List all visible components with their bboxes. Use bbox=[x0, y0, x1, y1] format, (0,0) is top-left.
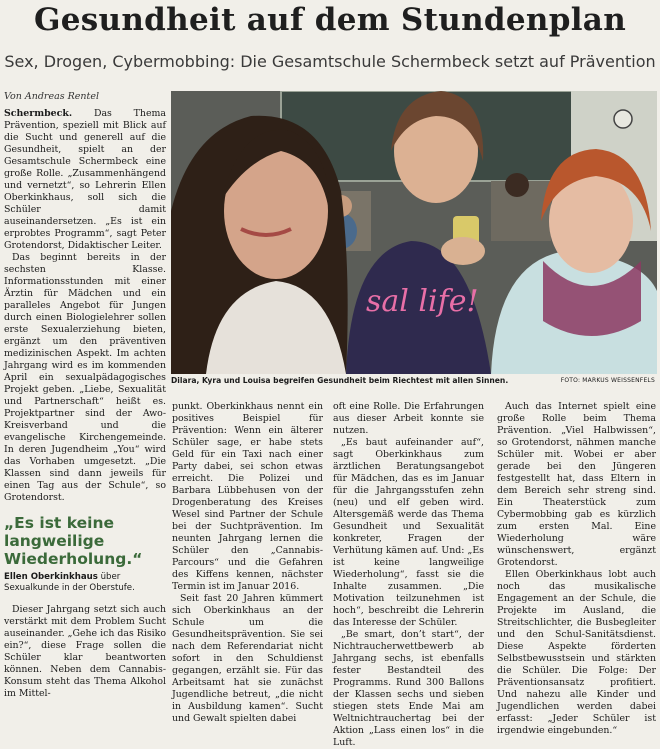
shirt-print: sal life! bbox=[366, 284, 479, 319]
paragraph: Das beginnt bereits in der sechsten Klasse. Informationsstunden mit einer Ärztin für Mädchen und ein paralleles Angebot für Jungen durch einen Biologielehrer sollen erste Sexualerziehung bieten, ergänzt um den präventiven medizinischen Aspekt. Im achten Jahrgang wird es im kommenden April ein sexualpädagogisches Projekt geben. „Liebe, Sexualität und Partnerschaft“ heißt es. Projektpartner sind der Awo-Kreisverband und die evangelische Kirchengemeinde. In deren Jugendheim „You“ wird das Vorhaben umgesetzt. „Die Klassen sind dann jeweils für einen Tag aus der Schule“, so Grotendorst. bbox=[4, 252, 166, 503]
paragraph: oft eine Rolle. Die Erfahrungen aus dieser Arbeit konnte sie nutzen. bbox=[333, 401, 484, 436]
paragraph: „Es baut aufeinander auf“, sagt Oberkinkhaus zum ärztlichen Beratungsangebot für Mädchen, das es im Januar für die Jahrgangsstufen zehn (neu) und elf geben wird. Altersgemäß werde das Thema Gesundheit und Sexualität konkreter, Fragen der Verhütung kämen auf. Und: „Es ist keine langweilige Wiederholung“, fasst sie die Inhalte zusammen. „Die Motivation teilzunehmen ist hoch“, beschreibt die Lehrerin das Interesse der Schüler. bbox=[333, 437, 484, 628]
dateline: Schermbeck. bbox=[4, 108, 73, 119]
article-column-4 bbox=[497, 401, 656, 736]
paragraph: Seit fast 20 Jahren kümmert sich Oberkinkhaus an der Schule um die Gesundheitsprävention. Sie sei nach dem Referendariat nicht sofort in den Schuldienst gegangen, erzählt sie. Für das Arbeitsamt hat sie zunächst Jugendliche betreut, „die nicht in Ausbildung kamen“. Sucht und Gewalt spielten dabei bbox=[172, 593, 323, 724]
article-column-3 bbox=[333, 401, 484, 748]
subheadline: Sex, Drogen, Cybermobbing: Die Gesamtschule Schermbeck setzt auf Prävention bbox=[4, 52, 656, 71]
pull-quote: „Es ist keine langweilige Wiederholung.“ bbox=[4, 514, 143, 568]
byline: Von Andreas Rentel bbox=[4, 91, 99, 102]
quote-source-desc: über Sexualkunde in der Oberstufe. bbox=[4, 572, 135, 593]
pull-quote-source bbox=[4, 572, 166, 594]
paragraph: Auch das Internet spielt eine große Rolle beim Thema Prävention. „Viel Halbwissen“, so Grotendorst, nähmen manche Schüler mit. Wobei er aber gerade bei den Jüngeren festgestellt hat, dass Eltern in dem Bereich sehr streng sind. Ein Theaterstück zum Cybermobbing gab es kürzlich zum ersten Mal. Eine Wiederholung wäre wünschenswert, ergänzt Grotendorst. bbox=[497, 401, 656, 568]
paragraph: Ellen Oberkinkhaus lobt auch noch das musikalische Engagement an der Schule, die Projekte im Ausland, die Streitschlichter, die Busbegleiter und den Schul-Sanitätsdienst. Diese Aspekte förderten Selbstbewusstsein und stärkten die Schüler. Die Folge: Der Präventionsansatz profitiert. Und nahezu alle Kinder und Jugendlichen werden dabei erfasst: „Jeder Schüler ist irgendwie eingebunden.“ bbox=[497, 569, 656, 736]
photo-caption bbox=[171, 376, 657, 388]
classroom-photo-illustration bbox=[171, 91, 657, 374]
paragraph: „Be smart, don’t start“, der Nichtraucherwettbewerb ab Jahrgang sechs, ist ebenfalls fester Bestandteil des Programms. Rund 300 Ballons der Klassen sechs und sieben stiegen stets Ende Mai am Weltnichtrauchertag bei der Aktion „Lass einen los“ in die Luft. bbox=[333, 629, 484, 748]
quote-source-name: Ellen Oberkinkhaus bbox=[4, 572, 98, 582]
article-column-2 bbox=[172, 401, 323, 724]
photo-credit: FOTO: MARKUS WEISSENFELS bbox=[560, 377, 655, 384]
paragraph: Dieser Jahrgang setzt sich auch verstärkt mit dem Problem Sucht auseinander. „Gehe ich das Risiko ein?“, diese Frage sollen die Schüler klar beantworten können. Neben dem Cannabis-Konsum steht das Thema Alkohol im Mittel- bbox=[4, 604, 166, 699]
headline: Gesundheit auf dem Stundenplan bbox=[33, 2, 627, 38]
paragraph bbox=[4, 108, 166, 252]
paragraph-text: Das Thema Prävention, speziell mit Blick auf die Sucht und generell auf die Gesundheit, spielt an der Gesamtschule Schermbeck eine große Rolle. „Zusammenhängend und vernetzt“, so Lehrerin Ellen Oberkinkhaus, soll sich die Schüler damit auseinandersetzen. „Es ist ein erprobtes Programm“, sagt Peter Grotendorst, Didaktischer Leiter. bbox=[4, 108, 166, 251]
article-column-1 bbox=[4, 108, 166, 704]
caption-text: Dilara, Kyra und Louisa begreifen Gesundheit beim Riechtest mit allen Sinnen. bbox=[171, 376, 509, 385]
paragraph: punkt. Oberkinkhaus nennt ein positives Beispiel für Prävention: Wenn ein älterer Schüler sage, er habe stets Geld für ein Taxi nach einer Party dabei, sei schon etwas erreicht. Die Polizei und Barbara Lübbehusen von der Drogenberatung des Kreises Wesel sind Partner der Schule bei der Suchtprävention. Im neunten Jahrgang lernen die Schüler den „Cannabis-Parcours“ und die Gefahren des Kiffens kennen, nächster Termin ist im Januar 2016. bbox=[172, 401, 323, 592]
article-photo bbox=[171, 91, 657, 374]
